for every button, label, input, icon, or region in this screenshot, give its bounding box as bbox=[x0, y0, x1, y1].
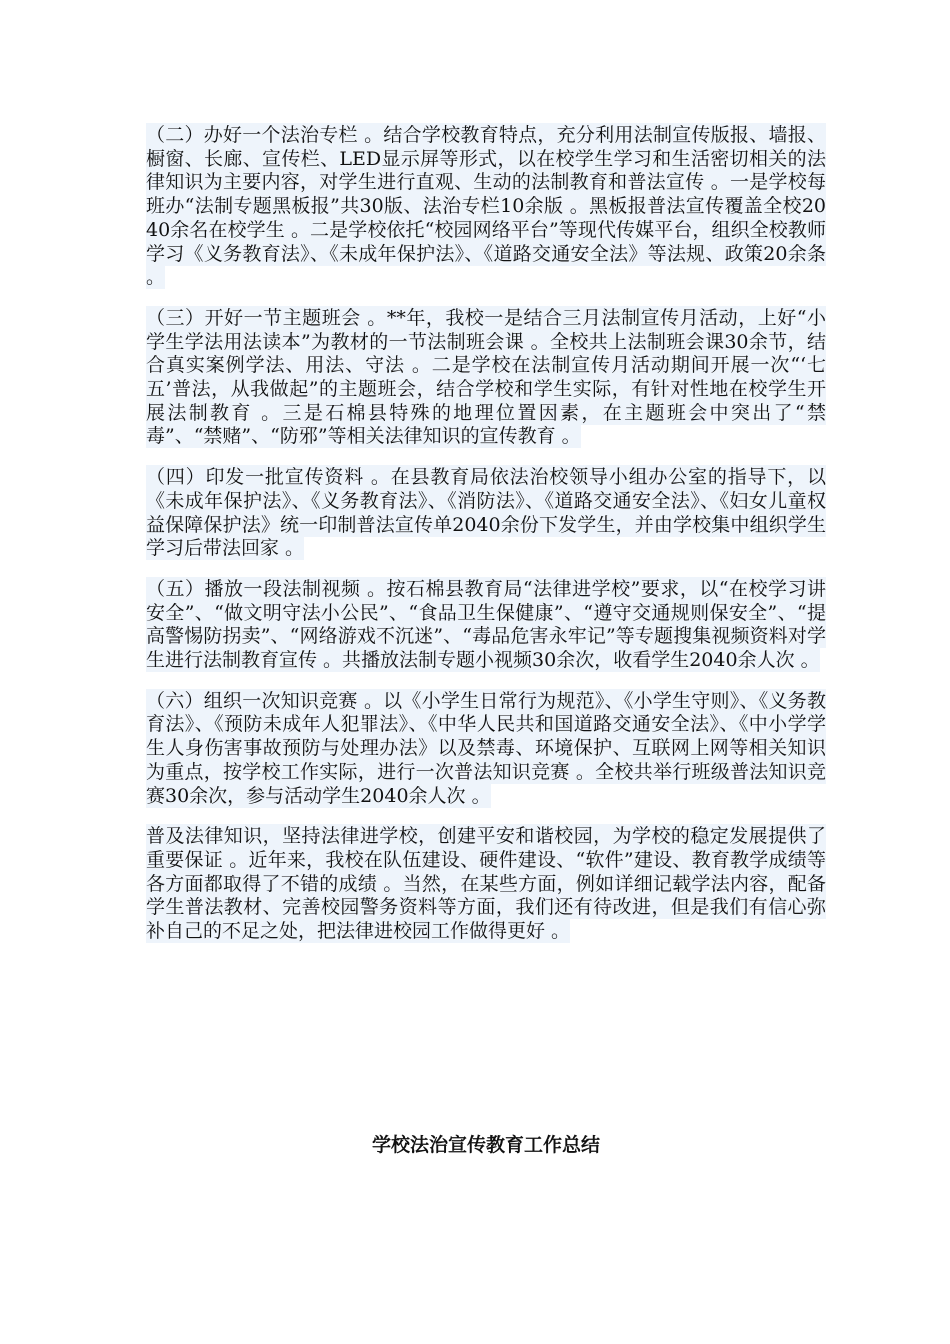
paragraph-text: 普及法律知识，坚持法律进学校，创建平安和谐校园，为学校的稳定发展提供了重要保证 。近年来，我校在队伍建设、硬件建设、“软件”建设、教育教学成绩等各方面都取得了不错的成绩 。当然，在某些方面，例如详细记载学法内容，配备学生普法教材、完善校园警务资料等方面，我们还有待改进，但是我们有信心弥补自己的不足之处，把法律进校园工作做得更好 。 bbox=[146, 825, 826, 943]
paragraph-conclusion bbox=[146, 825, 826, 944]
paragraph-materials bbox=[146, 466, 826, 561]
paragraph-text: （五）播放一段法制视频 。按石棉县教育局“法律进学校”要求，以“在校学习讲安全”、“做文明守法小公民”、“食品卫生保健康”、“遵守交通规则保安全”、“提高警惕防拐卖”、“网络游戏不沉迷”、“毒品危害永牢记”等专题搜集视频资料对学生进行法制教育宣传 。共播放法制专题小视频30余次，收看学生2040余人次 。 bbox=[146, 577, 826, 672]
paragraph-quiz bbox=[146, 690, 826, 809]
paragraph-text: （三）开好一节主题班会 。**年，我校一是结合三月法制宣传月活动，上好“小学生学法用法读本”为教材的一节法制班会课 。全校共上法制班会课30余节，结合真实案例学法、用法、守法 。二是学校在法制宣传月活动期间开展一次“‘七五’普法，从我做起”的主题班会，结合学校和学生实际，有针对性地在校学生开展法制教育 。三是石棉县特殊的地理位置因素，在主题班会中突出了“禁毒”、“禁赌”、“防邪”等相关法律知识的宣传教育 。 bbox=[146, 306, 826, 448]
document-body bbox=[146, 124, 826, 961]
document-title: 学校法治宣传教育工作总结 bbox=[371, 1134, 600, 1156]
paragraph-text: （二）办好一个法治专栏 。结合学校教育特点，充分利用法制宣传版报、墙报、橱窗、长廊、宣传栏、LED显示屏等形式，以在校学生学习和生活密切相关的法律知识为主要内容，对学生进行直观、生动的法制教育和普法宣传 。一是学校每班办“法制专题黑板报”共30版、法治专栏10余版 。黑板报普法宣传覆盖全校2040余名在校学生 。二是学校依托“校园网络平台”等现代传媒平台，组织全校教师学习《义务教育法》、《未成年保护法》、《道路交通安全法》等法规、政策20余条 。 bbox=[146, 124, 826, 289]
paragraph-class-meeting bbox=[146, 307, 826, 449]
paragraph-text: （四）印发一批宣传资料 。在县教育局依法治校领导小组办公室的指导下，以《未成年保护法》、《义务教育法》、《消防法》、《道路交通安全法》、《妇女儿童权益保障保护法》统一印制普法宣传单2040余份下发学生，并由学校集中组织学生学习后带法回家 。 bbox=[146, 466, 826, 560]
paragraph-text: （六）组织一次知识竞赛 。以《小学生日常行为规范》、《小学生守则》、《义务教育法》、《预防未成年人犯罪法》、《中华人民共和国道路交通安全法》、《中小学学生人身伤害事故预防与处理办法》以及禁毒、环境保护、互联网上网等相关知识为重点，按学校工作实际，进行一次普法知识竞赛 。全校共举行班级普法知识竞赛30余次，参与活动学生2040余人次 。 bbox=[146, 689, 826, 807]
paragraph-legal-column bbox=[146, 124, 826, 290]
paragraph-video bbox=[146, 578, 826, 673]
